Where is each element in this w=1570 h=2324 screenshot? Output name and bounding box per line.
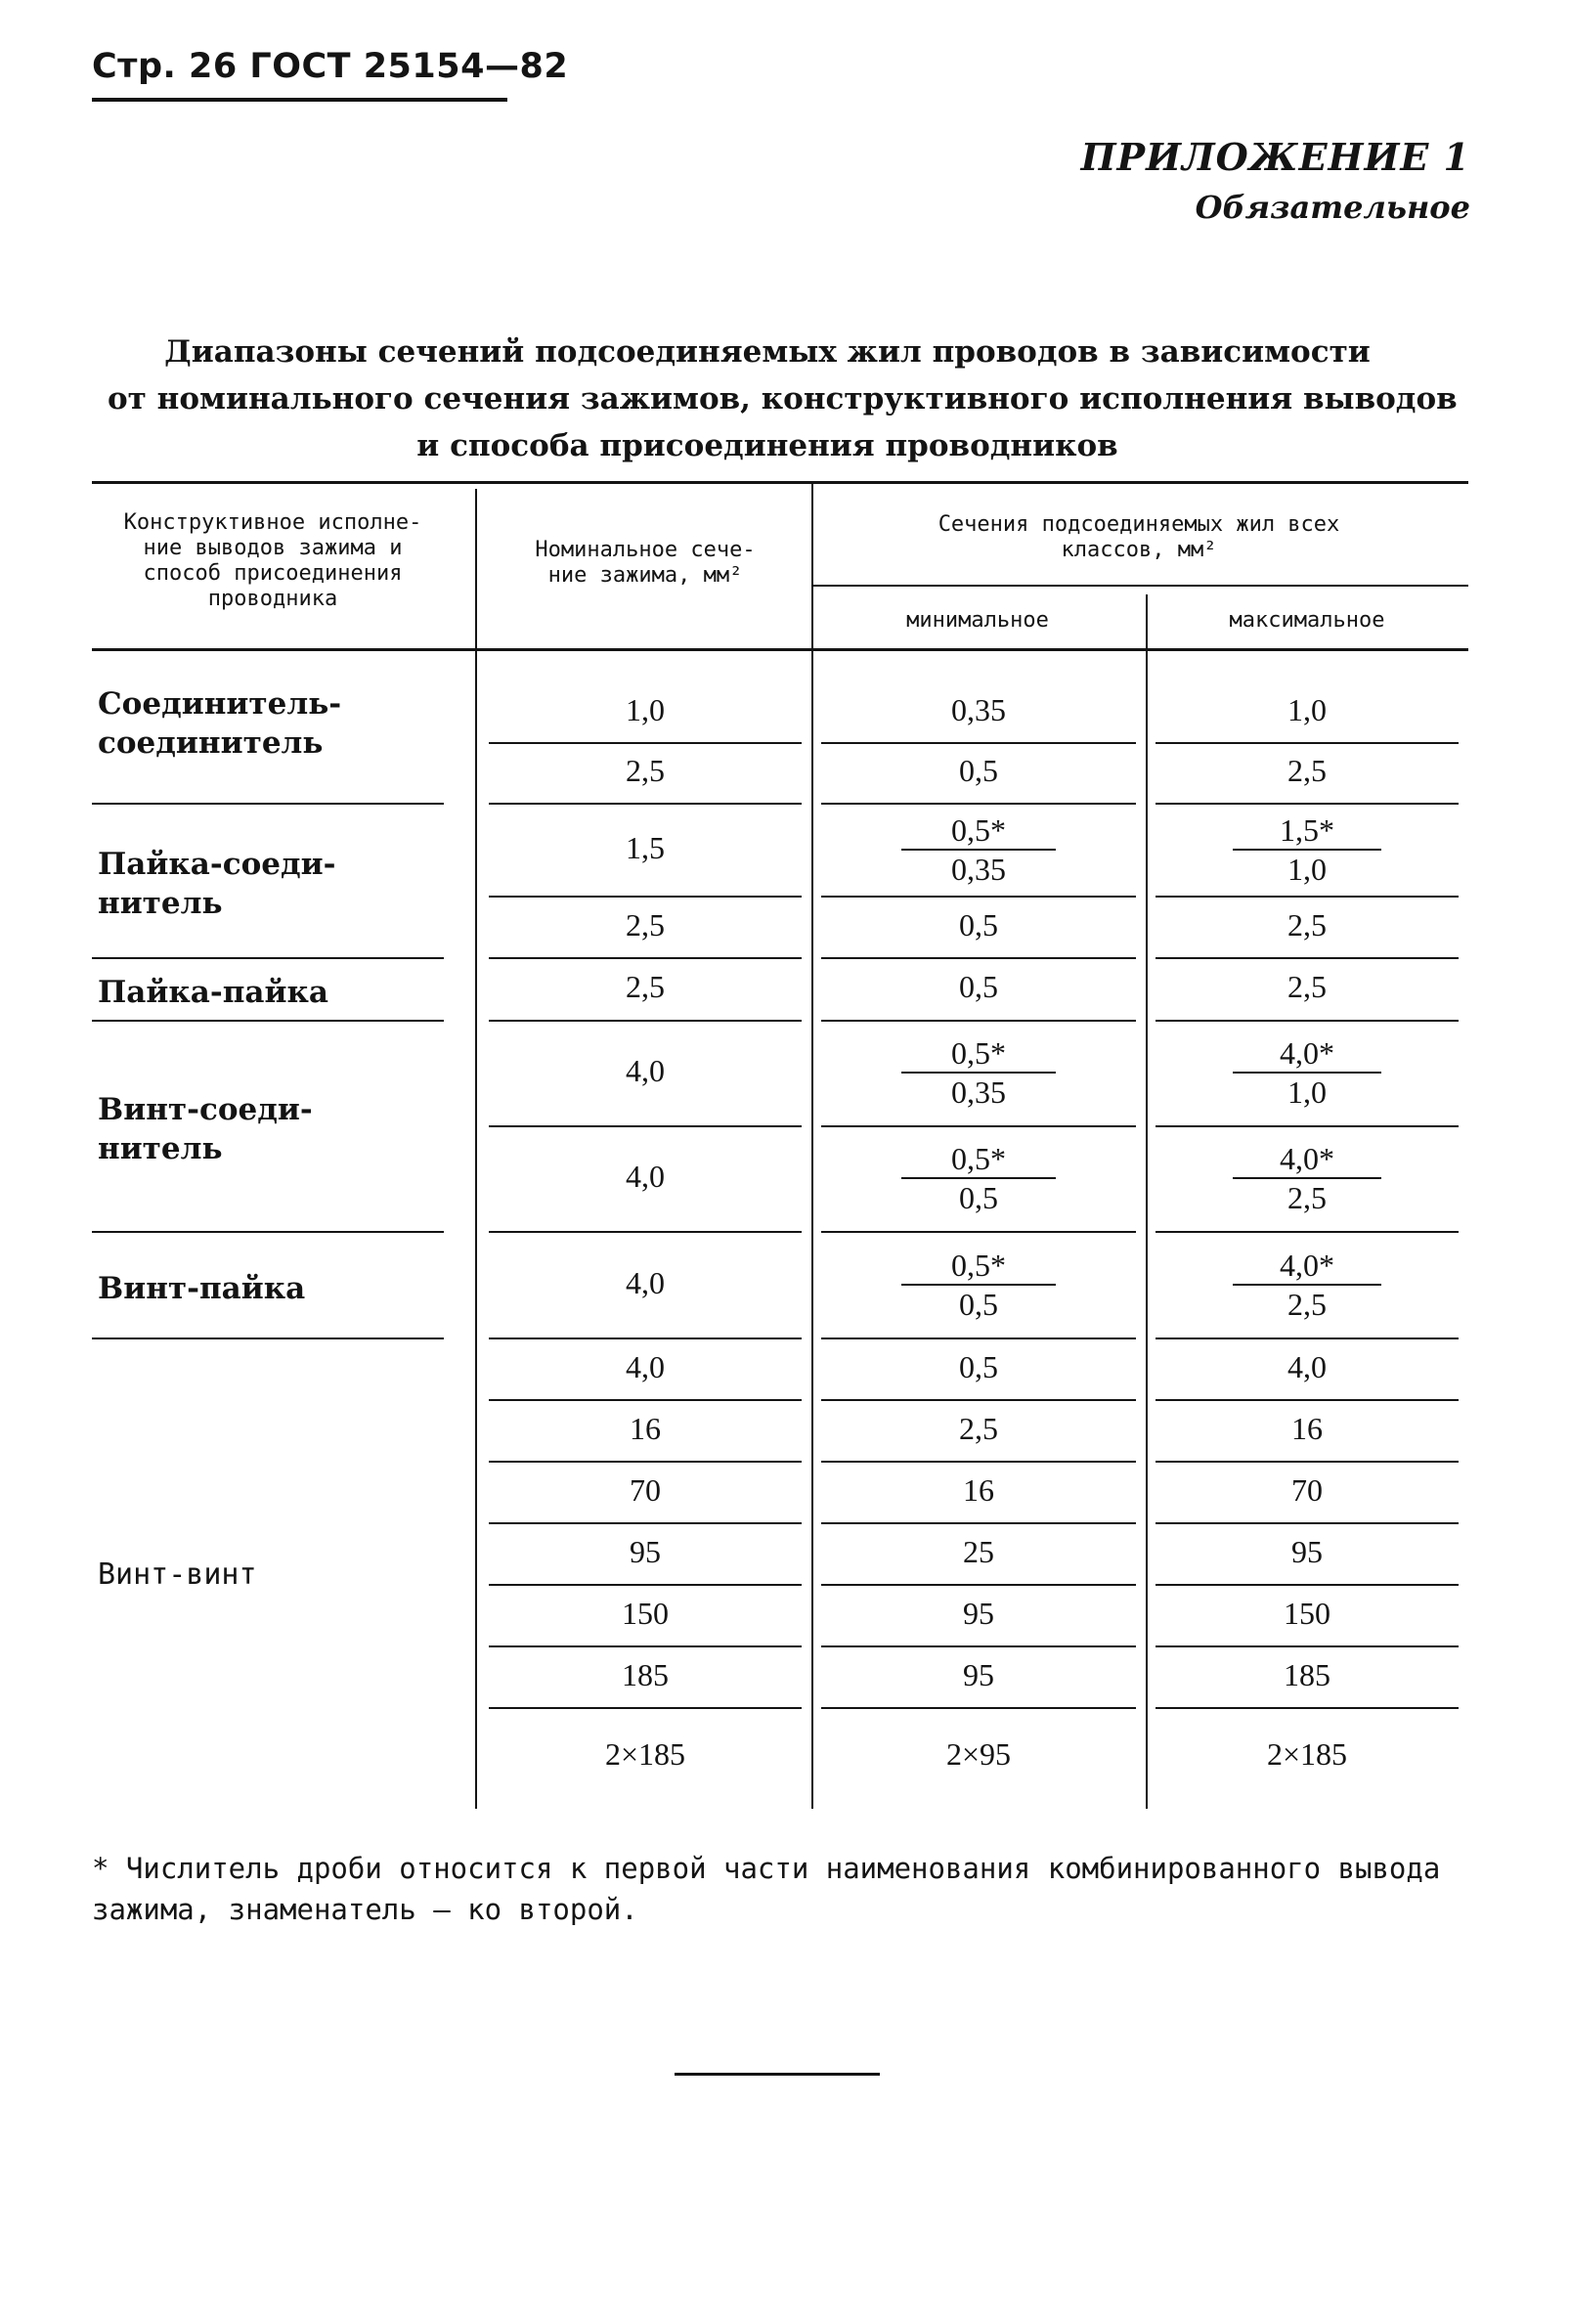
row-rule bbox=[1156, 1125, 1459, 1127]
min-cell-numerator: 0,5* bbox=[951, 1035, 1006, 1071]
row-rule bbox=[821, 1461, 1136, 1463]
max-cell-fraction bbox=[1146, 1141, 1468, 1215]
row-rule bbox=[1156, 1020, 1459, 1022]
row-rule bbox=[489, 1707, 802, 1709]
group-rule bbox=[92, 1337, 444, 1339]
row-rule bbox=[489, 803, 802, 805]
row-rule bbox=[821, 896, 1136, 898]
page-header: Стр. 26 ГОСТ 25154—82 bbox=[92, 47, 569, 86]
row-rule bbox=[489, 1020, 802, 1022]
header-col-construction: Конструктивное исполне- ние выводов зажима и способ присоединения проводника bbox=[123, 510, 422, 611]
row-rule bbox=[1156, 1645, 1459, 1647]
row-rule bbox=[821, 803, 1136, 805]
appendix-status: Обязательное bbox=[1195, 189, 1470, 226]
fraction-bar bbox=[901, 1284, 1055, 1286]
min-cell: 2×95 bbox=[945, 1736, 1012, 1772]
header-split-rule bbox=[811, 585, 1468, 587]
min-cell: 0,5 bbox=[959, 753, 998, 788]
nominal-cell: 16 bbox=[630, 1411, 661, 1446]
nominal-cell: 185 bbox=[622, 1657, 669, 1692]
nominal-cell: 4,0 bbox=[626, 1053, 665, 1088]
nominal-cell: 2,5 bbox=[626, 753, 665, 788]
group-rule bbox=[92, 1020, 444, 1022]
row-rule bbox=[821, 1125, 1136, 1127]
table-title-line: и способа присоединения проводников bbox=[416, 428, 1118, 463]
row-rule bbox=[1156, 1231, 1459, 1233]
row-rule bbox=[489, 1125, 802, 1127]
nominal-cell: 150 bbox=[622, 1596, 669, 1631]
min-cell-denominator: 0,35 bbox=[951, 852, 1006, 887]
max-cell: 95 bbox=[1291, 1534, 1323, 1569]
nominal-cell: 95 bbox=[630, 1534, 661, 1569]
min-cell: 25 bbox=[963, 1534, 994, 1569]
max-cell-numerator: 4,0* bbox=[1280, 1248, 1334, 1283]
max-cell: 185 bbox=[1284, 1657, 1330, 1692]
nominal-cell: 4,0 bbox=[626, 1265, 665, 1300]
row-rule bbox=[821, 1584, 1136, 1586]
header-col-nominal: Номинальное сече- ние зажима, мм² bbox=[535, 538, 756, 588]
min-cell: 95 bbox=[963, 1596, 994, 1631]
min-cell-numerator: 0,5* bbox=[951, 812, 1006, 848]
min-cell: 95 bbox=[963, 1657, 994, 1692]
row-rule bbox=[821, 1399, 1136, 1401]
fraction-bar bbox=[1233, 849, 1381, 851]
max-cell: 150 bbox=[1284, 1596, 1330, 1631]
max-cell-fraction bbox=[1146, 1035, 1468, 1110]
row-rule bbox=[1156, 896, 1459, 898]
row-rule bbox=[1156, 742, 1459, 744]
fraction-bar bbox=[1233, 1177, 1381, 1179]
max-cell-denominator: 1,0 bbox=[1287, 1074, 1327, 1110]
fraction-bar bbox=[1233, 1072, 1381, 1074]
min-cell-numerator: 0,5* bbox=[951, 1141, 1006, 1176]
max-cell: 70 bbox=[1291, 1472, 1323, 1508]
max-cell-denominator: 1,0 bbox=[1287, 852, 1327, 887]
min-cell: 16 bbox=[963, 1472, 994, 1508]
max-cell: 2,5 bbox=[1287, 753, 1327, 788]
row-rule bbox=[489, 1399, 802, 1401]
header-col-min: минимальное bbox=[906, 608, 1049, 633]
nominal-cell: 4,0 bbox=[626, 1349, 665, 1384]
row-rule bbox=[821, 957, 1136, 959]
header-col-sections: Сечения подсоединяемых жил всех классов, мм² bbox=[938, 512, 1340, 562]
table-title bbox=[108, 329, 1458, 469]
row-rule bbox=[1156, 1337, 1459, 1339]
row-rule bbox=[1156, 957, 1459, 959]
row-rule bbox=[1156, 1707, 1459, 1709]
max-cell-numerator: 4,0* bbox=[1280, 1035, 1334, 1071]
max-cell-fraction bbox=[1146, 812, 1468, 887]
nominal-cell: 1,0 bbox=[626, 692, 665, 727]
max-cell-fraction bbox=[1146, 1248, 1468, 1322]
group-label: Пайка-соеди- нитель bbox=[98, 847, 336, 921]
nominal-cell: 4,0 bbox=[626, 1159, 665, 1194]
min-cell: 0,35 bbox=[951, 692, 1006, 727]
row-rule bbox=[821, 1522, 1136, 1524]
table-title-line: от номинального сечения зажимов, конструктивного исполнения выводов bbox=[108, 381, 1458, 417]
nominal-cell: 2,5 bbox=[626, 969, 665, 1004]
row-rule bbox=[489, 1231, 802, 1233]
group-label: Винт-пайка bbox=[98, 1271, 306, 1306]
row-rule bbox=[489, 1461, 802, 1463]
max-cell-numerator: 4,0* bbox=[1280, 1141, 1334, 1176]
nominal-cell: 70 bbox=[630, 1472, 661, 1508]
min-cell-fraction bbox=[811, 1035, 1146, 1110]
min-cell-denominator: 0,5 bbox=[959, 1287, 998, 1322]
min-cell-fraction bbox=[811, 1141, 1146, 1215]
min-cell: 0,5 bbox=[959, 1349, 998, 1384]
nominal-cell: 1,5 bbox=[626, 830, 665, 865]
group-label: Соединитель- соединитель bbox=[98, 686, 342, 761]
min-cell-numerator: 0,5* bbox=[951, 1248, 1006, 1283]
group-rule bbox=[92, 957, 444, 959]
row-rule bbox=[821, 1707, 1136, 1709]
row-rule bbox=[489, 957, 802, 959]
max-cell: 16 bbox=[1291, 1411, 1323, 1446]
group-label: Пайка-пайка bbox=[98, 975, 328, 1010]
row-rule bbox=[821, 1231, 1136, 1233]
min-cell-fraction bbox=[811, 1248, 1146, 1322]
end-rule bbox=[675, 2073, 880, 2076]
row-rule bbox=[1156, 1461, 1459, 1463]
max-cell-denominator: 2,5 bbox=[1287, 1287, 1327, 1322]
appendix-title: ПРИЛОЖЕНИЕ 1 bbox=[1080, 135, 1470, 179]
table-title-line: Диапазоны сечений подсоединяемых жил проводов в зависимости bbox=[164, 334, 1371, 370]
fraction-bar bbox=[901, 1177, 1055, 1179]
row-rule bbox=[821, 1645, 1136, 1647]
row-rule bbox=[489, 742, 802, 744]
header-col-max: максимальное bbox=[1229, 608, 1385, 633]
row-rule bbox=[489, 1522, 802, 1524]
row-rule bbox=[821, 742, 1136, 744]
min-cell-denominator: 0,5 bbox=[959, 1180, 998, 1215]
group-rule bbox=[92, 1231, 444, 1233]
row-rule bbox=[1156, 1584, 1459, 1586]
min-cell: 2,5 bbox=[959, 1411, 998, 1446]
row-rule bbox=[489, 896, 802, 898]
min-cell: 0,5 bbox=[959, 969, 998, 1004]
header-bottom-rule bbox=[92, 648, 1468, 651]
appendix-block bbox=[1081, 135, 1470, 226]
fraction-bar bbox=[901, 1072, 1055, 1074]
nominal-cell: 2,5 bbox=[626, 907, 665, 943]
max-cell: 4,0 bbox=[1287, 1349, 1327, 1384]
row-rule bbox=[1156, 1522, 1459, 1524]
max-cell: 2×185 bbox=[1266, 1736, 1348, 1772]
max-cell: 2,5 bbox=[1287, 969, 1327, 1004]
min-cell-denominator: 0,35 bbox=[951, 1074, 1006, 1110]
row-rule bbox=[821, 1337, 1136, 1339]
max-cell: 2,5 bbox=[1287, 907, 1327, 943]
group-label: Винт-соеди- нитель bbox=[98, 1092, 313, 1166]
min-cell-fraction bbox=[811, 812, 1146, 887]
table-top-rule bbox=[92, 481, 1468, 484]
min-cell: 0,5 bbox=[959, 907, 998, 943]
group-rule bbox=[92, 803, 444, 805]
max-cell-denominator: 2,5 bbox=[1287, 1180, 1327, 1215]
nominal-cell: 2×185 bbox=[604, 1736, 686, 1772]
row-rule bbox=[1156, 1399, 1459, 1401]
footnote: * Числитель дроби относится к первой части наименования комбинированного вывода зажима, знаменатель — ко второй. bbox=[92, 1852, 1441, 1926]
row-rule bbox=[489, 1645, 802, 1647]
max-cell-numerator: 1,5* bbox=[1280, 812, 1334, 848]
row-rule bbox=[489, 1584, 802, 1586]
row-rule bbox=[489, 1337, 802, 1339]
max-cell: 1,0 bbox=[1287, 692, 1327, 727]
header-underline bbox=[92, 98, 507, 102]
fraction-bar bbox=[1233, 1284, 1381, 1286]
column-divider bbox=[475, 489, 477, 1809]
row-rule bbox=[821, 1020, 1136, 1022]
group-label: Винт-винт bbox=[98, 1557, 257, 1592]
row-rule bbox=[1156, 803, 1459, 805]
fraction-bar bbox=[901, 849, 1055, 851]
